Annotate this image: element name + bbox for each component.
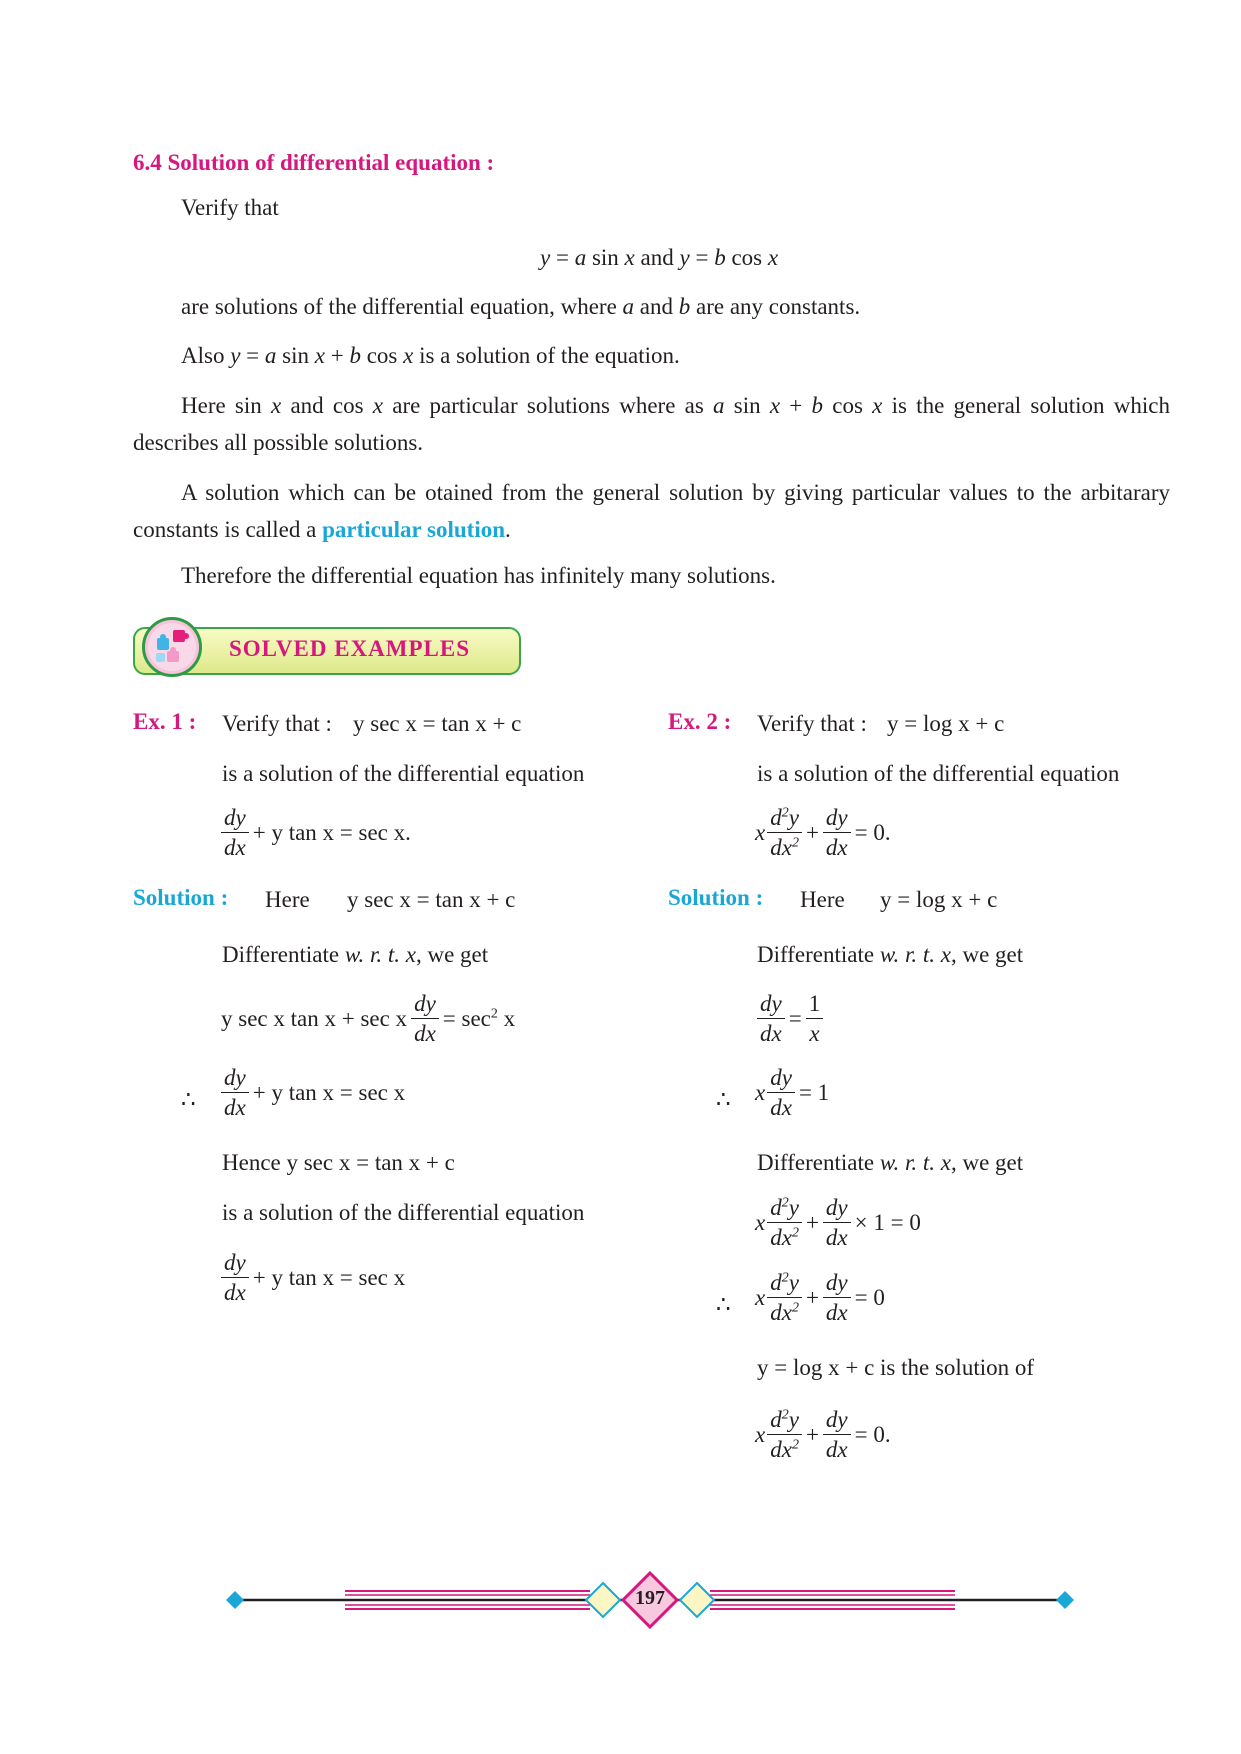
denominator: dx <box>757 1018 785 1048</box>
highlight-term: particular solution <box>322 517 506 542</box>
banner-label: SOLVED EXAMPLES <box>229 636 471 661</box>
d2y-dx2-fraction <box>767 1193 802 1252</box>
numerator: dy <box>825 1195 848 1220</box>
d2y-dx2-fraction <box>767 1268 802 1327</box>
equation-right <box>443 1006 515 1032</box>
ex1-final-equation <box>219 1248 407 1307</box>
paragraph-2 <box>181 341 680 371</box>
equation-rest: = 0. <box>854 819 891 845</box>
text: sin <box>276 343 315 368</box>
equation-rest: = 0. <box>854 1421 891 1447</box>
denominator <box>767 1434 802 1464</box>
ex2-final-equation <box>755 1405 893 1464</box>
ex2-here-equation: y = log x + c <box>880 887 998 912</box>
denominator: dx <box>221 1092 249 1122</box>
denominator: dx <box>221 1277 249 1307</box>
text: y <box>788 1195 799 1220</box>
text: is a solution of the equation. <box>413 343 680 368</box>
numerator: dy <box>825 1407 848 1432</box>
text: , we get <box>415 942 489 967</box>
text: + <box>780 393 812 418</box>
ex2-is-solution: is a solution of the differential equation <box>757 761 1120 786</box>
superscript: 2 <box>781 805 789 821</box>
dy-dx-fraction <box>823 1193 851 1252</box>
ex2-step1 <box>755 989 825 1048</box>
text: and cos <box>281 393 373 418</box>
text: x <box>497 1005 516 1031</box>
text: sin <box>724 393 770 418</box>
denominator: dx <box>823 1434 851 1464</box>
ex1-here-equation: y sec x = tan x + c <box>347 887 516 912</box>
paragraph-3 <box>133 387 1170 461</box>
ex1-diff-equation <box>219 803 413 862</box>
text: is the general solution which describes all possible solutions. <box>133 393 1170 455</box>
var-x: x <box>755 1209 766 1235</box>
var-x: x <box>872 393 883 418</box>
text: cos <box>823 393 873 418</box>
numerator: dy <box>224 805 246 830</box>
superscript: 2 <box>781 1270 789 1286</box>
wrt-text: w. r. t. x <box>879 942 951 967</box>
denominator: dx <box>767 1092 795 1122</box>
equals-sign: = <box>788 1005 802 1031</box>
equation-rest: = 1 <box>798 1079 830 1105</box>
ex1-hence: Hence y sec x = tan x + c <box>222 1150 455 1175</box>
denominator <box>767 832 802 862</box>
text: Differentiate <box>757 1150 880 1175</box>
ex1-solution-label: Solution : <box>133 885 229 910</box>
therefore-symbol: ∴ <box>716 1087 731 1112</box>
equation-rest: + y tan x = sec x. <box>252 819 411 845</box>
text: are particular solutions where as <box>383 393 714 418</box>
equation-left: y sec x tan x + sec x <box>221 1005 408 1031</box>
dy-dx-fraction <box>823 1405 851 1464</box>
dy-dx-fraction <box>221 1063 249 1122</box>
text: d <box>770 1407 782 1432</box>
ex1-step1 <box>219 989 517 1048</box>
ex1-label: Ex. 1 : <box>133 709 197 734</box>
paragraph-4 <box>133 474 1170 548</box>
numerator <box>767 1193 802 1222</box>
superscript: 2 <box>791 1225 799 1241</box>
text: d <box>770 1195 782 1220</box>
equation-rest: + y tan x = sec x <box>252 1079 406 1105</box>
dy-dx-fraction <box>221 803 249 862</box>
var-x: x <box>755 1079 766 1105</box>
text: Differentiate <box>222 942 345 967</box>
numerator: dy <box>414 991 436 1016</box>
ex2-step4 <box>755 1268 887 1327</box>
ex2-differentiate-1 <box>757 940 1023 970</box>
text: = sec <box>442 1005 491 1031</box>
text: y <box>788 1270 799 1295</box>
text: . <box>505 517 511 542</box>
text: are any constants. <box>690 294 861 319</box>
eq-text: and <box>634 245 680 270</box>
var-a: a <box>622 294 635 319</box>
numerator: dy <box>825 1270 848 1295</box>
text: y <box>788 805 799 830</box>
puzzle-pieces-icon <box>145 620 199 674</box>
dy-dx-fraction <box>823 803 851 862</box>
superscript: 2 <box>791 1300 799 1316</box>
ex2-step2 <box>755 1063 831 1122</box>
superscript: 2 <box>490 1005 498 1021</box>
text: = <box>240 343 265 368</box>
superscript: 2 <box>781 1407 789 1423</box>
section-heading: 6.4 Solution of differential equation : <box>133 150 495 175</box>
eq-text: sin <box>586 245 625 270</box>
var-b: b <box>349 343 361 368</box>
ex1-statement: y sec x = tan x + c <box>353 711 522 736</box>
numerator: dy <box>825 805 848 830</box>
var-y: y <box>679 245 690 270</box>
text: dx <box>770 1225 792 1250</box>
wrt-text: w. r. t. x <box>344 942 416 967</box>
dy-dx-fraction <box>411 989 439 1048</box>
paragraph-1 <box>181 292 860 322</box>
text: d <box>770 1270 782 1295</box>
d2y-dx2-fraction <box>767 803 802 862</box>
therefore-symbol: ∴ <box>716 1292 731 1317</box>
denominator <box>767 1222 802 1252</box>
ex1-is-solution: is a solution of the differential equation <box>222 761 585 786</box>
denominator: dx <box>823 832 851 862</box>
var-x: x <box>767 245 779 270</box>
var-a: a <box>574 245 587 270</box>
equation-rest: = 0 <box>854 1284 885 1310</box>
var-a: a <box>713 393 725 418</box>
wrt-text: w. r. t. x <box>879 1150 951 1175</box>
numerator <box>767 1405 802 1434</box>
numerator: dy <box>770 1065 792 1090</box>
ex2-label: Ex. 2 : <box>668 709 732 734</box>
dy-dx-fraction <box>221 1248 249 1307</box>
equation-rest: × 1 = 0 <box>854 1209 921 1235</box>
numerator <box>767 1268 802 1297</box>
ex2-solution-label: Solution : <box>668 885 764 910</box>
therefore-symbol: ∴ <box>181 1087 196 1112</box>
ex2-diff-equation <box>755 803 893 862</box>
ex1-verify: Verify that : <box>222 711 332 736</box>
ex2-step3 <box>755 1193 923 1252</box>
text: are solutions of the differential equation, where <box>181 294 623 319</box>
text: Also <box>181 343 231 368</box>
var-y: y <box>230 343 241 368</box>
verify-that-text: Verify that <box>181 195 279 220</box>
var-x: x <box>271 393 282 418</box>
text: cos <box>360 343 404 368</box>
text: dx <box>770 1437 792 1462</box>
ex2-conclusion: y = log x + c is the solution of <box>757 1355 1035 1380</box>
ex1-step2 <box>219 1063 407 1122</box>
ex2-here: Here <box>800 887 845 912</box>
ex2-verify: Verify that : <box>757 711 867 736</box>
var-x: x <box>403 343 414 368</box>
var-x: x <box>755 1421 766 1447</box>
paragraph-5: Therefore the differential equation has infinitely many solutions. <box>181 563 776 588</box>
denominator: dx <box>823 1297 851 1327</box>
plus-sign: + <box>805 819 819 845</box>
var-x: x <box>314 343 325 368</box>
ex1-differentiate <box>222 940 488 970</box>
numerator <box>767 803 802 832</box>
ex1-here: Here <box>265 887 310 912</box>
text: + <box>324 343 350 368</box>
ex1-is-solution-2: is a solution of the differential equation <box>222 1200 585 1225</box>
numerator: 1 <box>808 991 821 1016</box>
one-over-x-fraction <box>806 989 824 1048</box>
plus-sign: + <box>805 1284 819 1310</box>
denominator <box>767 1297 802 1327</box>
text: and <box>634 294 679 319</box>
denominator: dx <box>823 1222 851 1252</box>
var-y: y <box>540 245 551 270</box>
text: y <box>788 1407 799 1432</box>
text: Here sin <box>181 393 271 418</box>
var-x: x <box>624 245 635 270</box>
text: d <box>770 805 782 830</box>
var-x: x <box>755 819 766 845</box>
dy-dx-fraction <box>823 1268 851 1327</box>
ex2-differentiate-2 <box>757 1148 1023 1178</box>
intro-equation <box>540 243 778 273</box>
eq-text: = <box>550 245 575 270</box>
text: dx <box>770 1300 792 1325</box>
superscript: 2 <box>781 1195 789 1211</box>
text: A solution which can be otained from the general solution by giving particular values to the arbitarary constants is called a <box>133 480 1170 542</box>
text: Differentiate <box>757 942 880 967</box>
var-b: b <box>714 245 726 270</box>
page-number: 197 <box>635 1587 665 1609</box>
dy-dx-fraction <box>767 1063 795 1122</box>
superscript: 2 <box>791 1437 799 1453</box>
numerator: dy <box>760 991 782 1016</box>
equation-rest: + y tan x = sec x <box>252 1264 406 1290</box>
denominator: dx <box>411 1018 439 1048</box>
var-x: x <box>372 393 384 418</box>
numerator: dy <box>224 1250 246 1275</box>
eq-text: cos <box>725 245 768 270</box>
superscript: 2 <box>791 835 799 851</box>
puzzle-icon <box>142 617 202 677</box>
var-x: x <box>755 1284 766 1310</box>
plus-sign: + <box>805 1421 819 1447</box>
dy-dx-fraction <box>757 989 785 1048</box>
var-b: b <box>678 294 691 319</box>
var-x: x <box>769 393 781 418</box>
numerator: dy <box>224 1065 246 1090</box>
denominator: x <box>806 1018 824 1048</box>
text: , we get <box>950 942 1024 967</box>
denominator: dx <box>221 832 249 862</box>
text: dx <box>770 835 792 860</box>
var-b: b <box>811 393 824 418</box>
plus-sign: + <box>805 1209 819 1235</box>
d2y-dx2-fraction <box>767 1405 802 1464</box>
var-a: a <box>264 343 277 368</box>
eq-text: = <box>689 245 715 270</box>
ex2-statement: y = log x + c <box>887 711 1005 736</box>
text: , we get <box>950 1150 1024 1175</box>
